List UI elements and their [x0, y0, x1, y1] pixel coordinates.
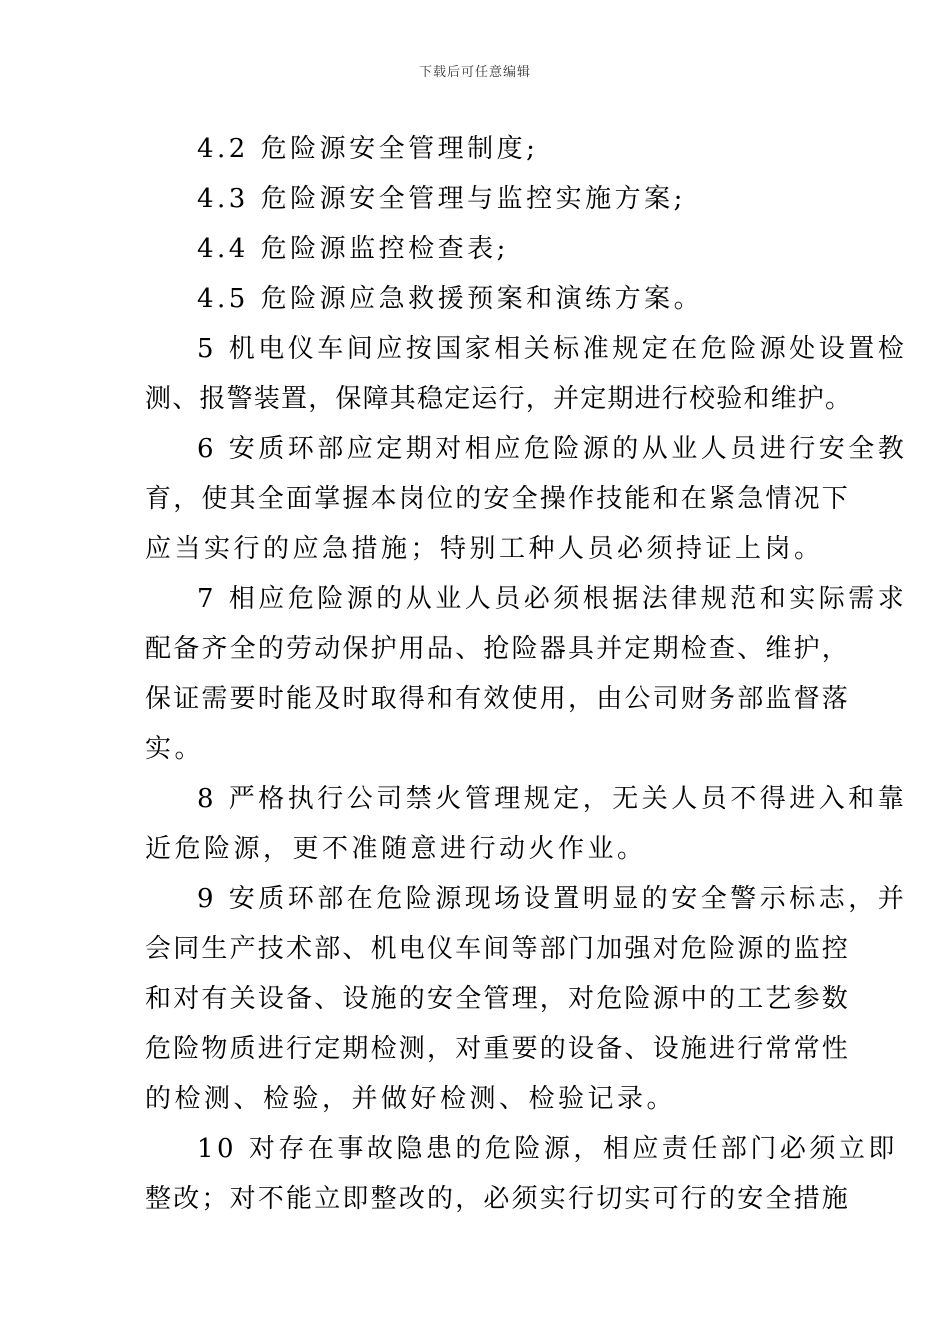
document-body: [145, 124, 908, 1224]
text-line: 8 严格执行公司禁火管理规定，无关人员不得进入和靠: [197, 784, 908, 814]
text-line: 6 安质环部应定期对相应危险源的从业人员进行安全教: [197, 434, 908, 464]
text-line: 9 安质环部在危险源现场设置明显的安全警示标志，并: [197, 884, 908, 914]
text-line: 5 机电仪车间应按国家相关标准规定在危险源处设置检: [197, 334, 908, 364]
page-header: 下载后可任意编辑: [418, 65, 531, 80]
text-line: 的检测、检验，并做好检测、检验记录。: [145, 1084, 677, 1114]
text-line: 4.5 危险源应急救援预案和演练方案。: [197, 284, 704, 314]
text-line: 实。: [145, 734, 205, 764]
text-line: 育，使其全面掌握本岗位的安全操作技能和在紧急情况下: [145, 484, 851, 514]
text-line: 4.3 危险源安全管理与监控实施方案;: [197, 184, 686, 214]
text-line: 应当实行的应急措施；特别工种人员必须持证上岗。: [145, 534, 824, 564]
text-line: 和对有关设备、设施的安全管理，对危险源中的工艺参数: [145, 984, 851, 1014]
text-line: 4.2 危险源安全管理制度;: [197, 134, 539, 164]
text-line: 近危险源，更不准随意进行动火作业。: [145, 834, 647, 864]
text-line: 4.4 危险源监控检查表;: [197, 234, 509, 264]
text-line: 危险物质进行定期检测，对重要的设备、设施进行常常性: [145, 1034, 851, 1064]
text-line: 10 对存在事故隐患的危险源，相应责任部门必须立即: [197, 1134, 898, 1164]
text-line: 测、报警装置，保障其稳定运行，并定期进行校验和维护。: [145, 384, 853, 414]
text-line: 7 相应危险源的从业人员必须根据法律规范和实际需求: [197, 584, 908, 614]
text-line: 保证需要时能及时取得和有效使用，由公司财务部监督落: [145, 684, 851, 714]
text-line: 配备齐全的劳动保护用品、抢险器具并定期检查、维护，: [145, 634, 851, 664]
text-line: 整改；对不能立即整改的，必须实行切实可行的安全措施: [145, 1184, 851, 1214]
text-line: 会同生产技术部、机电仪车间等部门加强对危险源的监控: [145, 934, 851, 964]
